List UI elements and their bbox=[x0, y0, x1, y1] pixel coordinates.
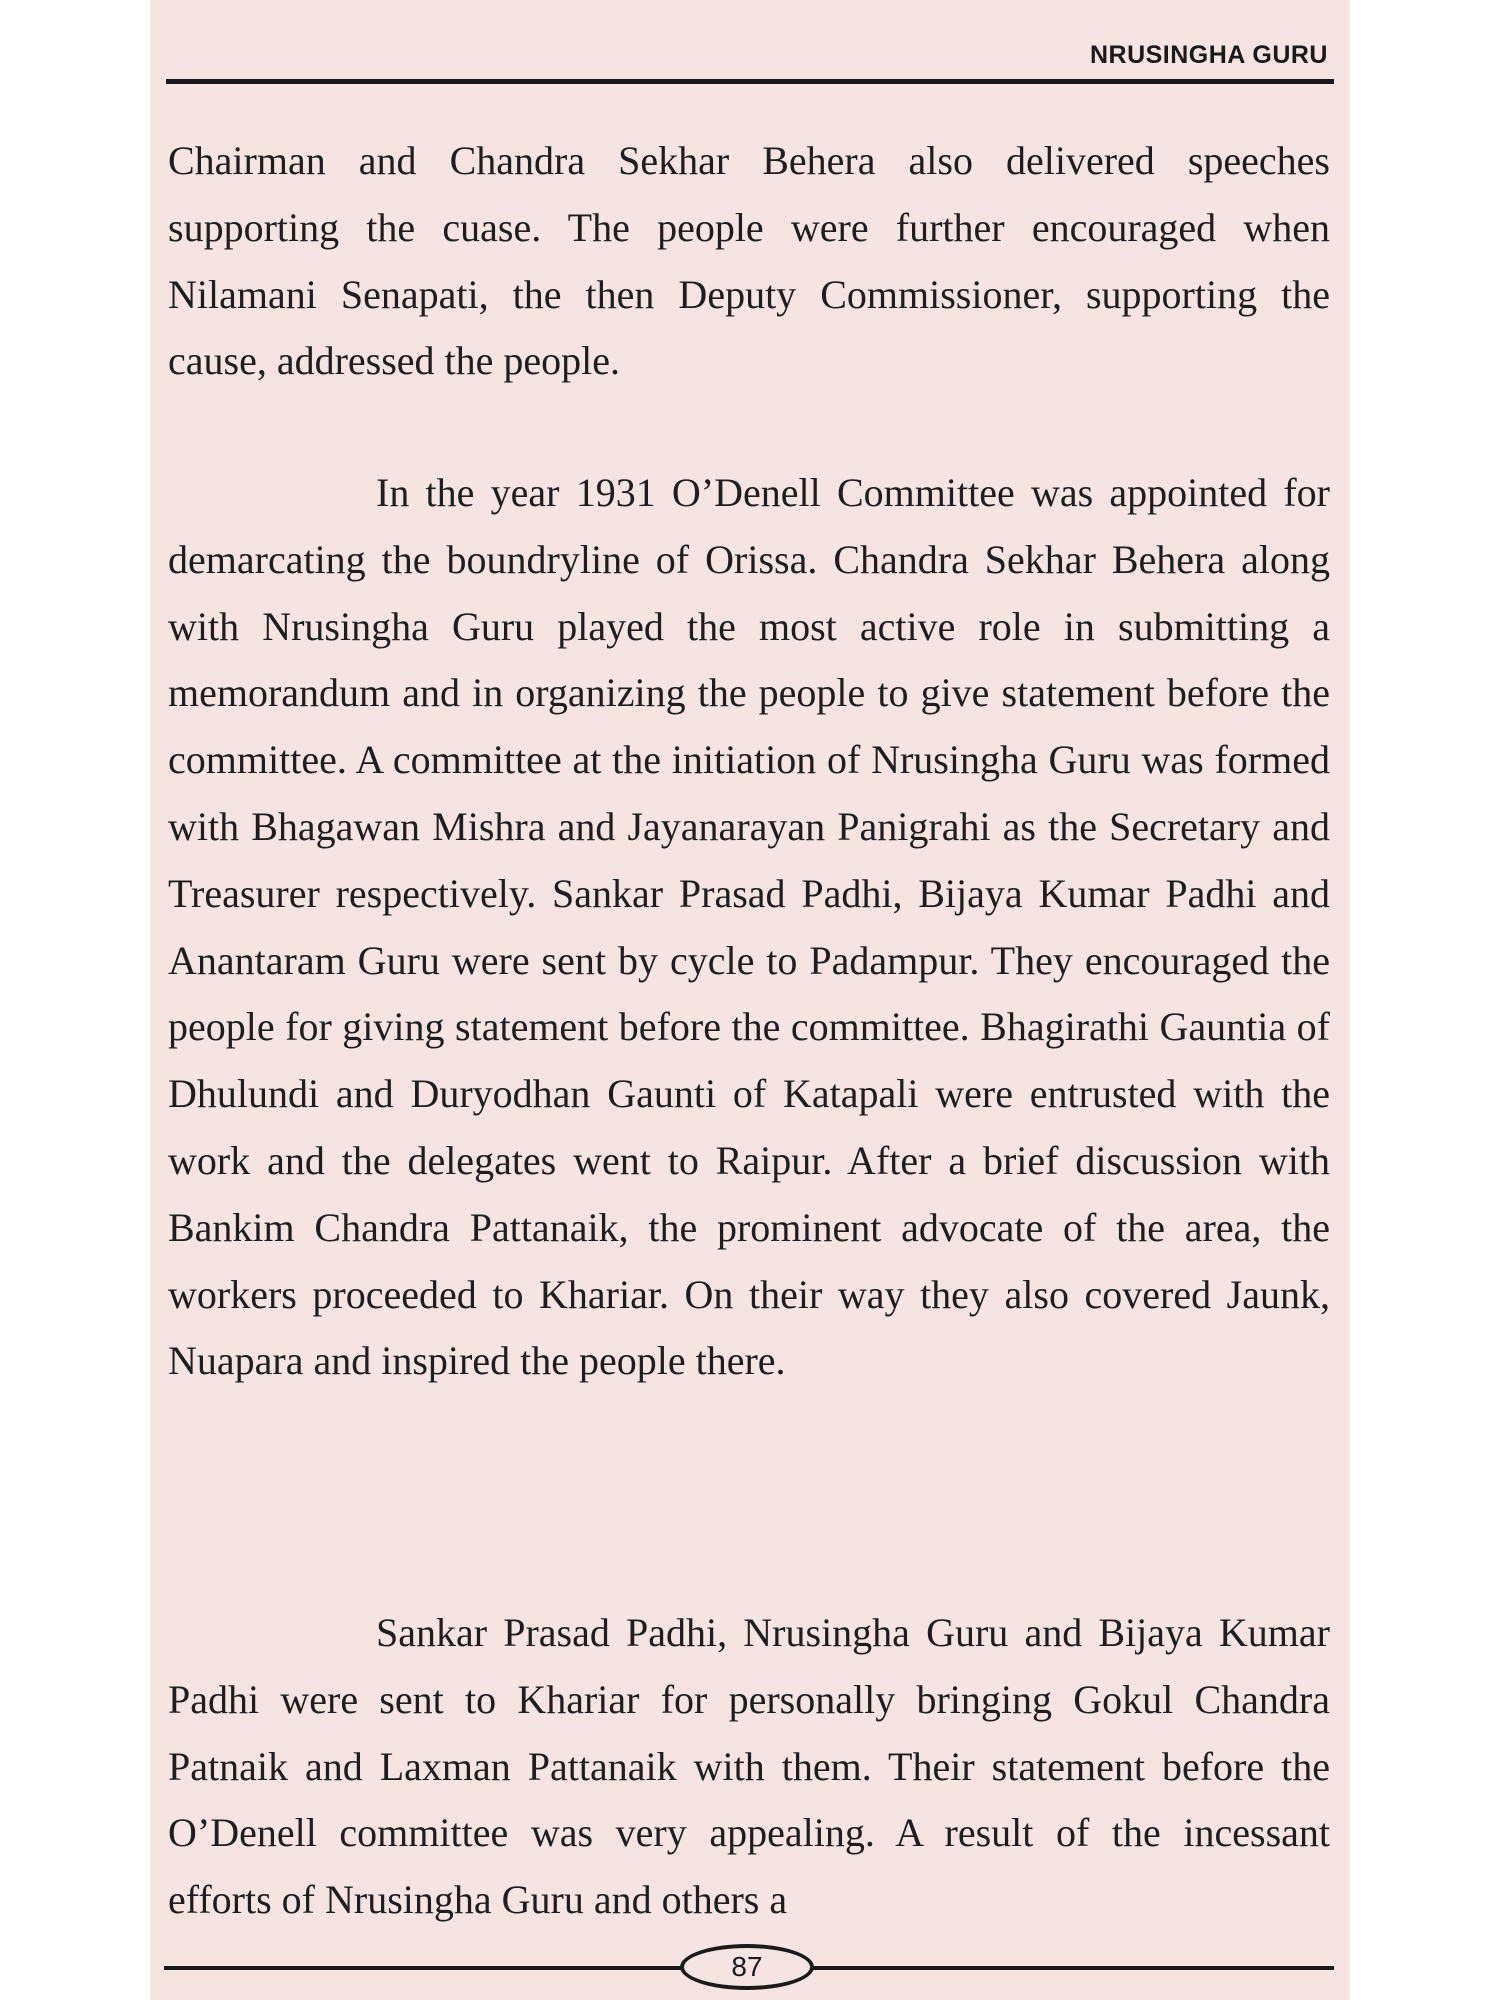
paragraph-3: Sankar Prasad Padhi, Nrusingha Guru and Bijaya Kumar Padhi were sent to Khariar for personally bringing Gokul Chandra Patnaik and Laxman Pattanaik with them. Their statement before the O’Denell committee was very appealing. A result of the incessant efforts of Nrusingha Guru and others a bbox=[168, 1610, 1330, 1923]
paragraph-1: Chairman and Chandra Sekhar Behera also delivered speeches supporting the cuase. The people were further encouraged when Nilamani Senapati, the then Deputy Commissioner, supporting the cause, addressed the people. bbox=[168, 138, 1330, 384]
footer-rule-right bbox=[810, 1966, 1334, 1970]
header-rule bbox=[166, 79, 1334, 84]
running-header: NRUSINGHA GURU bbox=[1089, 41, 1328, 69]
paragraph-2: In the year 1931 O’Denell Committee was appointed for demarcating the boundryline of Orissa. Chandra Sekhar Behera along with Nrusingha Guru played the most active role in submitting a memorandum and in organizing the people to give statement before the committee. A committee at the initiation of Nrusingha Guru was formed with Bhagawan Mishra and Jayanarayan Panigrahi as the Secretary and Treasurer respectively. Sankar Prasad Padhi, Bijaya Kumar Padhi and Anantaram Guru were sent by cycle to Padampur. They encouraged the people for giving statement before the committee. Bhagirathi Gauntia of Dhulundi and Duryodhan Gaunti of Katapali were entrusted with the work and the delegates went to Raipur. After a brief discussion with Bankim Chandra Pattanaik, the prominent advocate of the area, the workers proceeded to Khariar. On their way they also covered Jaunk, Nuapara and inspired the people there. bbox=[168, 470, 1330, 1384]
book-page bbox=[150, 0, 1350, 2000]
page-number: 87 bbox=[680, 1944, 814, 1990]
footer-rule-left bbox=[164, 1966, 684, 1970]
